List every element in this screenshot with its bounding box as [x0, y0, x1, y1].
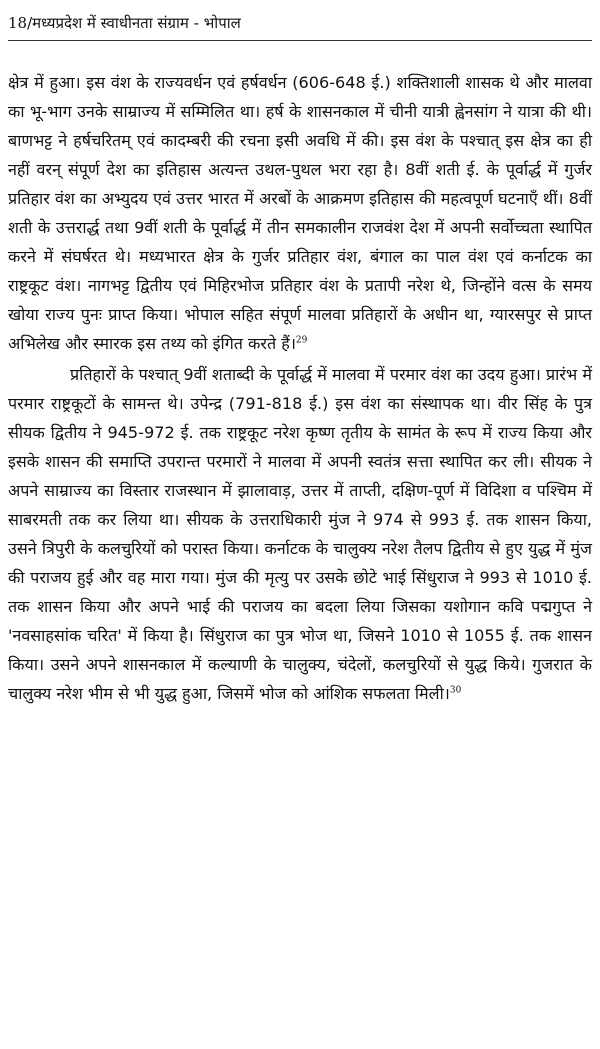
header-divider: [8, 40, 592, 41]
page-number: 18: [8, 14, 28, 32]
running-header: [8, 10, 592, 36]
running-title: /मध्यप्रदेश में स्वाधीनता संग्राम - भोपाल: [27, 14, 241, 32]
footnote-marker: 29: [295, 335, 308, 346]
body-text: [8, 68, 592, 708]
paragraph: [8, 68, 592, 358]
paragraph-text: प्रतिहारों के पश्चात् 9वीं शताब्दी के पूर्वार्द्ध में मालवा में परमार वंश का उदय हुआ। प्रारंभ में परमार राष्ट्रकूटों के सामन्त थे। उपेन्द्र (791-818 ई.) इस वंश का संस्थापक था। वीर सिंह के पुत्र सीयक द्वितीय ने 945-972 ई. तक राष्ट्रकूट नरेश कृष्ण तृतीय के सामंत के रूप में राज्य किया और इसके शासन की समाप्ति उपरान्त परमारों ने मालवा में अपनी स्वतंत्र सत्ता स्थापित कर ली। सीयक ने अपने साम्राज्य का विस्तार राजस्थान में झालावाड़, उत्तर में ताप्ती, दक्षिण-पूर्ण में विदिशा व पश्चिम में साबरमती तक कर लिया था। सीयक के उत्तराधिकारी मुंज ने 974 से 993 ई. तक शासन किया, उसने त्रिपुरी के कलचुरियों को परास्त किया। कर्नाटक के चालुक्य नरेश तैलप द्वितीय से हुए युद्ध में मुंज की पराजय हुई और वह मारा गया। मुंज की मृत्यु पर उसके छोटे भाई सिंधुराज ने 993 से 1010 ई. तक शासन किया और अपने भाई की पराजय का बदला लिया जिसका यशोगान कवि पद्मगुप्त ने 'नवसाहसांक चरित' में किया है। सिंधुराज का पुत्र भोज था, जिसने 1010 से 1055 ई. तक शासन किया। उसने अपने शासनकाल में कल्याणी के चालुक्य, चंदेलों, कलचुरियों से युद्ध किये। गुजरात के चालुक्य नरेश भीम से भी युद्ध हुआ, जिसमें भोज को आंशिक सफलता मिली।: [8, 365, 592, 703]
footnote-marker: 30: [449, 685, 462, 696]
paragraph-text: क्षेत्र में हुआ। इस वंश के राज्यवर्धन एवं हर्षवर्धन (606-648 ई.) शक्तिशाली शासक थे और मालवा का भू-भाग उनके साम्राज्य में सम्मिलित था। हर्ष के शासनकाल में चीनी यात्री ह्वेनसांग ने यात्रा की थी। बाणभट्ट ने हर्षचरितम् एवं कादम्बरी की रचना इसी अवधि में की। इस वंश के पश्चात् इस क्षेत्र का ही नहीं वरन् संपूर्ण देश का इतिहास अत्यन्त उथल-पुथल भरा रहा है। 8वीं शती ई. के पूर्वार्द्ध में गुर्जर प्रतिहार वंश का अभ्युदय एवं उत्तर भारत में अरबों के आक्रमण इतिहास की महत्वपूर्ण घटनाएँ थीं। 8वीं शती के उत्तरार्द्ध तथा 9वीं शती के पूर्वार्द्ध में तीन समकालीन राजवंश देश में अपनी सर्वोच्चता स्थापित करने में संघर्षरत थे। मध्यभारत क्षेत्र के गुर्जर प्रतिहार वंश, बंगाल का पाल वंश एवं कर्नाटक का राष्ट्रकूट वंश। नागभट्ट द्वितीय एवं मिहिरभोज प्रतिहार वंश के प्रतापी नरेश थे, जिन्होंने वत्स के समय खोया राज्य पुनः प्राप्त किया। भोपाल सहित संपूर्ण मालवा प्रतिहारों के अधीन था, ग्यारसपुर से प्राप्त अभिलेख और स्मारक इस तथ्य को इंगित करते हैं।: [8, 73, 592, 353]
paragraph: [8, 360, 592, 708]
